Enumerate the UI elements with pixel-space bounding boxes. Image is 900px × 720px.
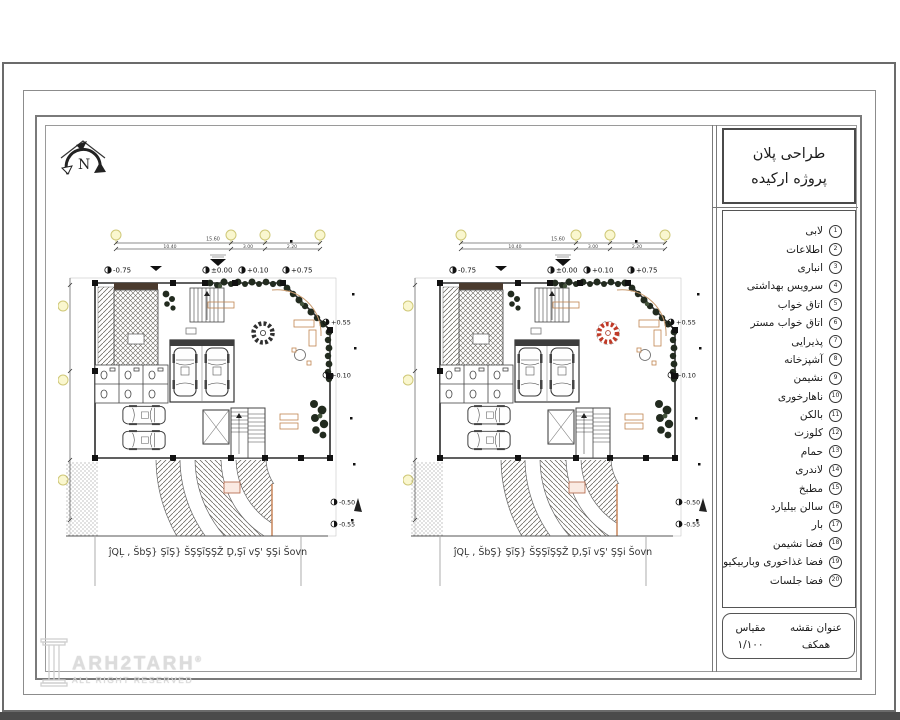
legend-item: [723, 259, 855, 277]
mirrored-caption: ĵQĻ , ŠbŞ} ŞīŞ} ŠŞŞīŞŞŽ Ḑ,Şī vŞ' ŞŞi Šovn: [108, 547, 308, 558]
legend-label: فضا غذاخوری وباربیکیو: [723, 556, 823, 569]
legend-number: 20: [829, 574, 842, 587]
brand-tagline: ALL RIGHT RESERVED: [72, 675, 194, 686]
title-block: [722, 128, 856, 204]
legend-number: 4: [829, 280, 842, 293]
legend-item: [723, 461, 855, 479]
level-top1: -0.75: [113, 266, 132, 275]
legend-label: بالکن: [799, 409, 823, 422]
legend-number: 8: [829, 353, 842, 366]
survey-dots: [290, 240, 357, 522]
legend-number: 13: [829, 445, 842, 458]
brand-name: ARH2TARH®: [72, 653, 201, 675]
compass-letter: N: [78, 157, 91, 173]
level-top2: ±0.00: [211, 266, 233, 275]
legend-number: 10: [829, 390, 842, 403]
drawing-info-block: [722, 613, 855, 659]
legend-label: فضا نشیمن: [772, 537, 823, 550]
legend-number: 18: [829, 537, 842, 550]
level-markers-bottom: [331, 498, 362, 529]
scale-header: مقیاس: [735, 621, 766, 634]
dim-seg3: 2.20: [286, 244, 298, 250]
level-bottom1: -0.50: [339, 499, 356, 507]
registered-mark: ®: [195, 655, 201, 664]
legend-label: سرویس بهداشتی: [746, 280, 823, 293]
garage: [170, 340, 234, 402]
legend-item: [723, 351, 855, 369]
legend-number: 19: [829, 556, 842, 569]
column-icon: [40, 634, 68, 692]
level-top4: +0.75: [291, 266, 313, 275]
legend-label: مطبخ: [798, 482, 823, 495]
legend-number: 12: [829, 427, 842, 440]
legend-number: 15: [829, 482, 842, 495]
legend-item: [723, 516, 855, 534]
legend-number: 9: [829, 372, 842, 385]
floor-plan-drawing: [58, 230, 363, 593]
legend-item: [723, 571, 855, 589]
legend-label: انباری: [797, 261, 823, 274]
legend-item: [723, 388, 855, 406]
legend-number: 11: [829, 409, 842, 422]
dim-seg1: 10.40: [163, 244, 177, 250]
level-markers-top: [105, 255, 313, 275]
bottom-dark-strip: [0, 712, 900, 720]
scale-value: ۱/۱۰۰: [737, 638, 764, 651]
car: [123, 430, 165, 450]
legend-label: لاندری: [795, 464, 823, 477]
dim-total: 15.60: [206, 237, 220, 243]
entry-stair: [190, 288, 224, 322]
legend-label: آشپزخانه: [784, 353, 823, 366]
legend-number: 5: [829, 298, 842, 311]
legend-item: [723, 314, 855, 332]
legend-label: اتاق خواب مستر: [750, 317, 823, 330]
legend-label: حمام: [800, 445, 823, 458]
legend-label: پذیرایی: [791, 335, 823, 348]
floor-plan-right: [403, 228, 708, 593]
legend-number: 1: [829, 225, 842, 238]
legend-label: ناهارخوری: [777, 390, 823, 403]
legend-item: [723, 553, 855, 571]
legend-number: 17: [829, 519, 842, 532]
central-stair: [231, 408, 265, 458]
legend-item: [723, 296, 855, 314]
legend-label: لابی: [805, 225, 823, 238]
level-right2: +0.10: [331, 371, 351, 380]
legend-label: سالن بیلیارد: [770, 501, 823, 514]
legend-item: [723, 535, 855, 553]
level-right1: +0.55: [331, 318, 351, 327]
map-title-header: عنوان نقشه: [789, 621, 843, 634]
legend-number: 7: [829, 335, 842, 348]
circular-stair-red-accent: [595, 320, 621, 346]
north-arrow-compass: [56, 134, 114, 192]
legend-number: 2: [829, 243, 842, 256]
bathrooms: [95, 365, 168, 403]
legend-label: نشیمن: [793, 372, 823, 385]
legend-item: [723, 498, 855, 516]
legend-item: [723, 479, 855, 497]
dim-seg2: 3.00: [242, 244, 254, 250]
project-title-line2: پروژه ارکیده: [751, 170, 827, 187]
legend-item: [723, 240, 855, 258]
car: [123, 405, 165, 425]
legend-number: 16: [829, 501, 842, 514]
legend-item: [723, 222, 855, 240]
legend-number: 14: [829, 464, 842, 477]
legend-number: 3: [829, 261, 842, 274]
legend-item: [723, 424, 855, 442]
project-title-line1: طراحی پلان: [752, 145, 826, 162]
floor-plan-left: [58, 228, 363, 593]
legend-item: [723, 277, 855, 295]
title-block-separator: [712, 207, 858, 208]
circular-stair: [254, 324, 273, 343]
company-logo: [40, 634, 240, 698]
legend-label: کلوزت: [794, 427, 823, 440]
elevator: [203, 410, 229, 444]
legend-item: [723, 332, 855, 350]
legend-label: فضا جلسات: [769, 574, 823, 587]
legend-item: [723, 369, 855, 387]
legend-label: بار: [811, 519, 823, 532]
legend-number: 6: [829, 317, 842, 330]
legend-label: اتاق خواب: [777, 298, 823, 311]
legend-item: [723, 406, 855, 424]
legend-box: [722, 210, 856, 608]
legend-item: [723, 443, 855, 461]
level-top3: +0.10: [247, 266, 269, 275]
level-bottom2: -0.55: [339, 521, 356, 529]
legend-label: اطلاعات: [786, 243, 823, 256]
map-title-value: همکف: [801, 638, 831, 651]
